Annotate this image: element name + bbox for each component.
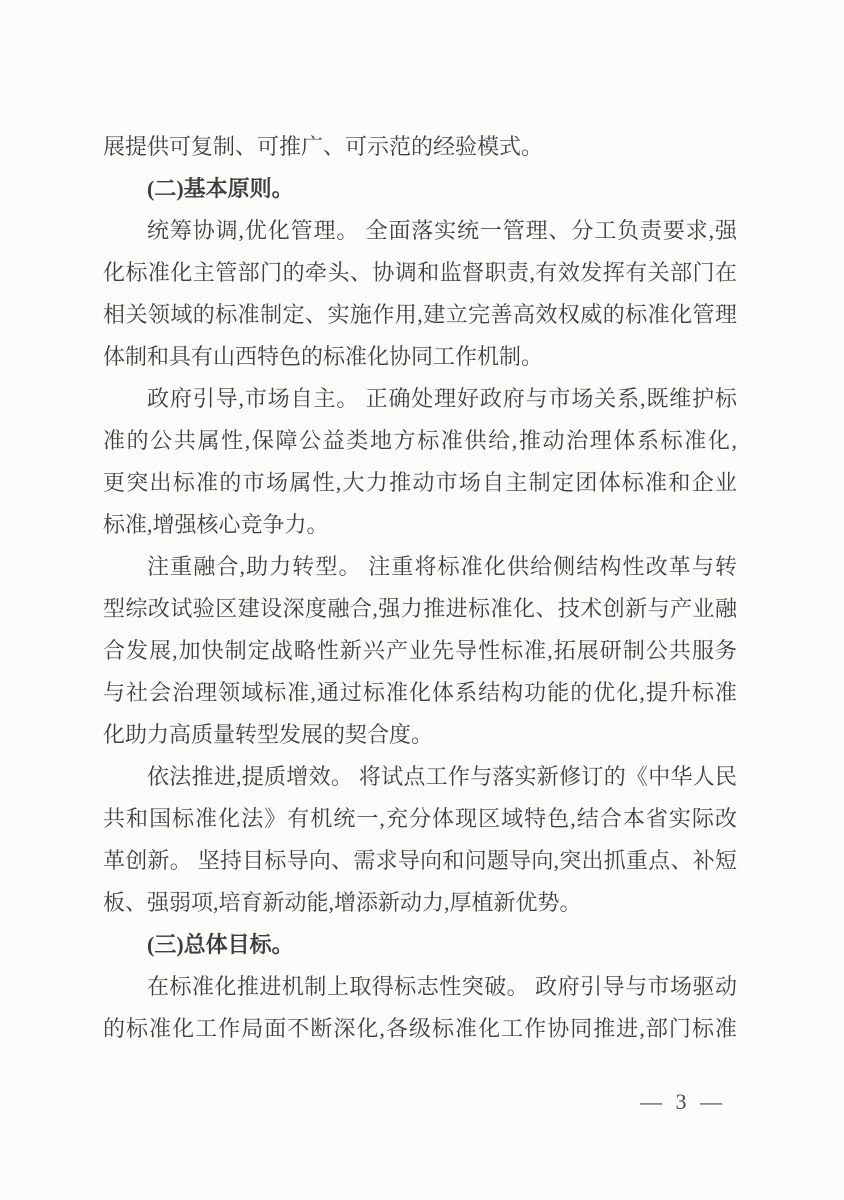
text-line: 依法推进,提质增效。 将试点工作与落实新修订的《中华人民 [147,764,737,789]
text-line: 统筹协调,优化管理。 全面落实统一管理、分工负责要求,强 [147,218,737,243]
text-line: 板、强弱项,培育新动能,增添新动力,厚植新优势。 [103,890,582,915]
text-line: 共和国标准化法》有机统一,充分体现区域特色,结合本省实际改 [103,806,737,831]
section-heading [103,168,737,210]
text-line: 化助力高质量转型发展的契合度。 [103,722,434,747]
text-line: 的标准化工作局面不断深化,各级标准化工作协同推进,部门标准 [103,1016,737,1041]
text-line: 注重融合,助力转型。 注重将标准化供给侧结构性改革与转 [147,554,737,579]
body-paragraph [103,210,737,378]
text-line: 化标准化主管部门的牵头、协调和监督职责,有效发挥有关部门在 [103,260,737,285]
text-line: (三)总体目标。 [147,932,294,957]
text-line: 在标准化推进机制上取得标志性突破。 政府引导与市场驱动 [147,974,737,999]
document-body [103,126,737,1050]
page-number [602,1057,726,1147]
text-line: 标准,增强核心竞争力。 [103,512,329,537]
body-paragraph [103,756,737,924]
text-line: 展提供可复制、可推广、可示范的经验模式。 [103,134,544,159]
text-line: (二)基本原则。 [147,176,294,201]
text-line: 与社会治理领域标准,通过标准化体系结构功能的优化,提升标准 [103,680,737,705]
text-line: 合发展,加快制定战略性新兴产业先导性标准,拓展研制公共服务 [103,638,737,663]
text-line: 更突出标准的市场属性,大力推动市场自主制定团体标准和企业 [103,470,737,495]
text-line: 型综改试验区建设深度融合,强力推进标准化、技术创新与产业融 [103,596,737,621]
text-line: 革创新。 坚持目标导向、需求导向和问题导向,突出抓重点、补短 [103,848,737,873]
text-line: 体制和具有山西特色的标准化协同工作机制。 [103,344,544,369]
text-line: 政府引导,市场自主。 正确处理好政府与市场关系,既维护标 [147,386,737,411]
page-number-label: — 3 — [640,1089,726,1114]
body-paragraph [103,378,737,546]
body-paragraph [103,126,737,168]
text-line: 准的公共属性,保障公益类地方标准供给,推动治理体系标准化, [103,428,737,453]
body-paragraph [103,966,737,1050]
section-heading [103,924,737,966]
text-line: 相关领域的标准制定、实施作用,建立完善高效权威的标准化管理 [103,302,737,327]
body-paragraph [103,546,737,756]
